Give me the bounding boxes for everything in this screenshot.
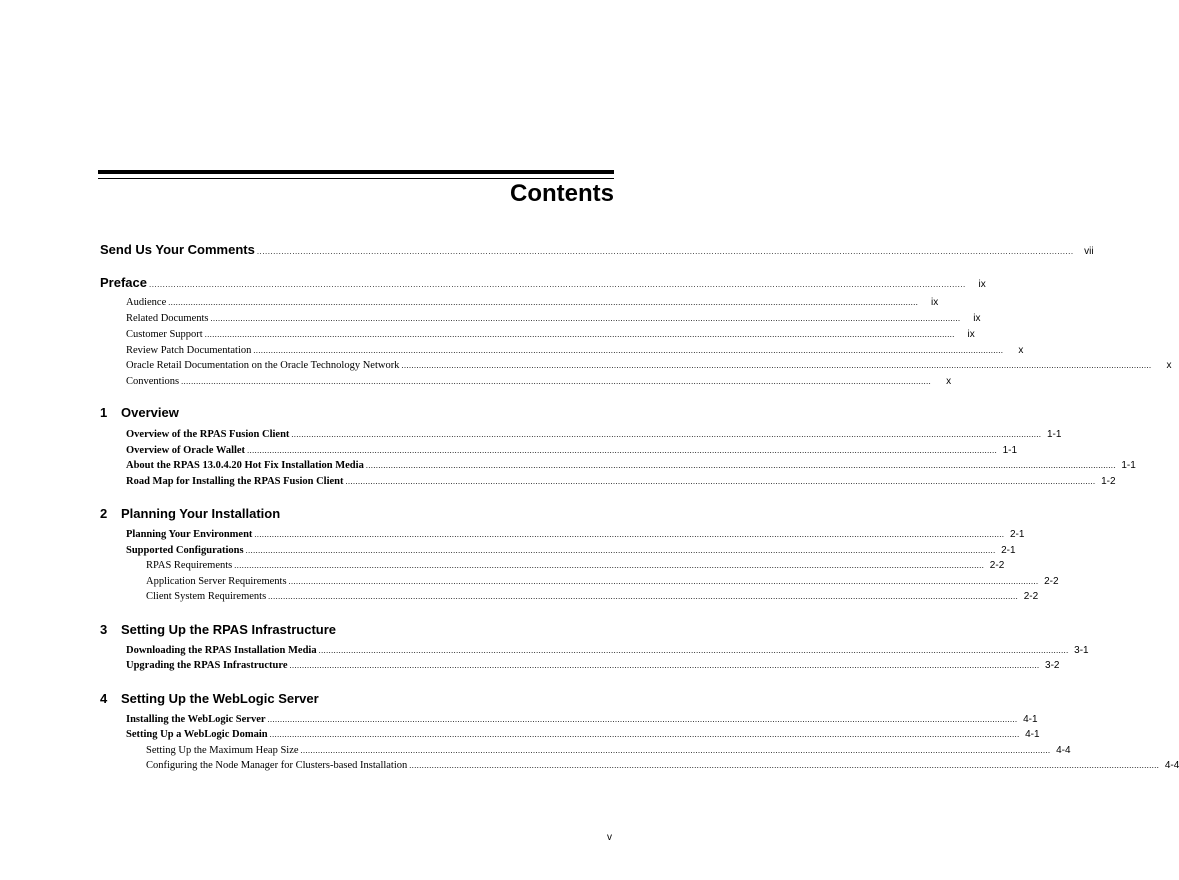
- toc-entry-page: 2-1: [1001, 545, 1016, 556]
- toc-entry[interactable]: [126, 645, 1089, 656]
- toc-entry-label: Application Server Requirements: [146, 576, 287, 587]
- top-rule-thin: [98, 178, 614, 179]
- toc-entry-label: Overview of the RPAS Fusion Client: [126, 429, 290, 440]
- toc-leader-dots: ............................................................................................................................................................................................................................................................................................................: [318, 646, 1069, 655]
- toc-leader-dots: ............................................................................................................................................................................................................................................................................................................: [409, 761, 1160, 770]
- toc-leader-dots: ............................................................................................................................................................................................................................................................................................................: [168, 298, 919, 307]
- chapter-title: Setting Up the RPAS Infrastructure: [121, 622, 337, 637]
- toc-entry[interactable]: [126, 360, 1172, 371]
- toc-entry[interactable]: [146, 560, 1005, 571]
- toc-leader-dots: ............................................................................................................................................................................................................................................................................................................: [204, 330, 955, 339]
- toc-entry-page: 1-1: [1121, 460, 1136, 471]
- toc-entry-page: 4-1: [1025, 729, 1040, 740]
- chapter-title: Overview: [121, 405, 179, 420]
- toc-entry[interactable]: [126, 429, 1062, 440]
- page-title: Contents: [510, 180, 614, 207]
- toc-entry[interactable]: [126, 729, 1040, 740]
- toc-entry-page: 2-2: [1023, 591, 1039, 602]
- toc-entry[interactable]: [126, 660, 1060, 671]
- toc-entry-page: 4-4: [1056, 745, 1071, 756]
- toc-entry-label: Setting Up the Maximum Heap Size: [146, 745, 299, 756]
- toc-entry-page: 4-1: [1023, 714, 1038, 725]
- toc-entry[interactable]: [126, 529, 1025, 540]
- toc-entry[interactable]: [146, 576, 1059, 587]
- toc-leader-dots: ............................................................................................................................................................................................................................................................................................................: [291, 430, 1042, 439]
- toc-entry-page: 1-1: [1002, 445, 1018, 456]
- toc-entry[interactable]: [146, 760, 1179, 771]
- toc-leader-dots: ............................................................................................................................................................................................................................................................................................................: [254, 530, 1005, 539]
- toc-entry-page: 2-1: [1009, 529, 1025, 540]
- toc-entry[interactable]: [146, 591, 1039, 602]
- toc-entry-label: Overview of Oracle Wallet: [126, 445, 246, 456]
- toc-entry-label: About the RPAS 13.0.4.20 Hot Fix Installation Media: [126, 460, 364, 471]
- top-rule-thick: [98, 170, 614, 174]
- toc-entry-page: ix: [931, 297, 939, 308]
- toc-entry-label: Conventions: [126, 376, 180, 387]
- toc-entry-page: 1-2: [1101, 476, 1116, 487]
- chapter-heading-1[interactable]: [100, 405, 179, 420]
- toc-entry[interactable]: [126, 329, 975, 340]
- toc-entry[interactable]: [126, 545, 1016, 556]
- toc-entry-label: Downloading the RPAS Installation Media: [126, 645, 317, 656]
- toc-entry-label: Upgrading the RPAS Infrastructure: [126, 660, 288, 671]
- toc-entry[interactable]: [126, 476, 1116, 487]
- toc-entry-label: Planning Your Environment: [126, 529, 253, 540]
- footer-page-number: v: [607, 832, 612, 843]
- toc-leader-dots: ............................................................................................................................................................................................................................................................................................................: [181, 377, 932, 386]
- toc-entry[interactable]: [126, 297, 939, 308]
- toc-entry[interactable]: [126, 313, 981, 324]
- toc-entry-page: x: [1018, 345, 1024, 356]
- toc-entry-label: Road Map for Installing the RPAS Fusion Client: [126, 476, 344, 487]
- toc-entry[interactable]: [126, 376, 952, 387]
- toc-leader-dots: ............................................................................................................................................................................................................................................................................................................: [247, 446, 998, 455]
- chapter-title: Setting Up the WebLogic Server: [121, 691, 319, 706]
- toc-leader-dots: ............................................................................................................................................................................................................................................................................................................: [345, 477, 1096, 486]
- toc-leader-dots: ............................................................................................................................................................................................................................................................................................................: [401, 361, 1152, 370]
- toc-entry-label: Installing the WebLogic Server: [126, 714, 266, 725]
- toc-entry-label: Audience: [126, 297, 167, 308]
- toc-entry-label: Configuring the Node Manager for Clusters-based Installation: [146, 760, 408, 771]
- toc-entry-page: ix: [967, 329, 975, 340]
- toc-entry-label: Related Documents: [126, 313, 209, 324]
- toc-entry[interactable]: [126, 460, 1136, 471]
- chapter-number: 2: [100, 506, 108, 521]
- toc-entry-page: x: [1166, 360, 1172, 371]
- toc-entry[interactable]: [126, 714, 1038, 725]
- toc-entry[interactable]: [126, 345, 1024, 356]
- toc-leader-dots: ............................................................................................................................................................................................................................................................................................................: [269, 730, 1020, 739]
- chapter-title: Planning Your Installation: [121, 506, 281, 521]
- chapter-number: 1: [100, 405, 108, 420]
- toc-entry-preface[interactable]: [100, 275, 986, 290]
- toc-entry-page: 2-2: [1044, 576, 1059, 587]
- toc-entry-label: Oracle Retail Documentation on the Oracle Technology Network: [126, 360, 400, 371]
- toc-entry-label: Preface: [100, 275, 147, 290]
- toc-entry-page: vii: [1084, 246, 1094, 257]
- toc-entry-label: Customer Support: [126, 329, 203, 340]
- toc-entry-label: Client System Requirements: [146, 591, 267, 602]
- toc-entry[interactable]: [126, 445, 1018, 456]
- toc-leader-dots: ............................................................................................................................................................................................................................................................................................................: [148, 280, 966, 289]
- toc-entry-page: 1-1: [1046, 429, 1062, 440]
- toc-leader-dots: ............................................................................................................................................................................................................................................................................................................: [365, 461, 1116, 470]
- toc-entry[interactable]: [146, 745, 1071, 756]
- toc-entry-send-comments[interactable]: [100, 242, 1094, 257]
- toc-entry-label: Send Us Your Comments: [100, 242, 255, 257]
- toc-entry-page: 3-2: [1045, 660, 1060, 671]
- toc-entry-page: 2-2: [989, 560, 1005, 571]
- chapter-heading-2[interactable]: [100, 506, 280, 521]
- toc-entry-label: Supported Configurations: [126, 545, 244, 556]
- chapter-number: 4: [100, 691, 108, 706]
- chapter-heading-4[interactable]: [100, 691, 319, 706]
- toc-leader-dots: ............................................................................................................................................................................................................................................................................................................: [300, 746, 1051, 755]
- toc-entry-page: ix: [973, 313, 981, 324]
- toc-leader-dots: ............................................................................................................................................................................................................................................................................................................: [256, 247, 1074, 256]
- toc-leader-dots: ............................................................................................................................................................................................................................................................................................................: [267, 715, 1018, 724]
- toc-entry-page: 4-4: [1164, 760, 1179, 771]
- toc-leader-dots: ............................................................................................................................................................................................................................................................................................................: [234, 561, 985, 570]
- chapter-heading-3[interactable]: [100, 622, 336, 637]
- toc-entry-page: 3-1: [1074, 645, 1089, 656]
- toc-entry-page: x: [946, 376, 952, 387]
- toc-leader-dots: ............................................................................................................................................................................................................................................................................................................: [288, 577, 1039, 586]
- toc-leader-dots: ............................................................................................................................................................................................................................................................................................................: [289, 661, 1040, 670]
- toc-entry-page: ix: [978, 279, 986, 290]
- toc-leader-dots: ............................................................................................................................................................................................................................................................................................................: [245, 546, 996, 555]
- toc-entry-label: Review Patch Documentation: [126, 345, 252, 356]
- toc-leader-dots: ............................................................................................................................................................................................................................................................................................................: [253, 346, 1004, 355]
- toc-entry-label: RPAS Requirements: [146, 560, 233, 571]
- chapter-number: 3: [100, 622, 108, 637]
- toc-entry-label: Setting Up a WebLogic Domain: [126, 729, 268, 740]
- toc-leader-dots: ............................................................................................................................................................................................................................................................................................................: [210, 314, 961, 323]
- toc-leader-dots: ............................................................................................................................................................................................................................................................................................................: [268, 592, 1019, 601]
